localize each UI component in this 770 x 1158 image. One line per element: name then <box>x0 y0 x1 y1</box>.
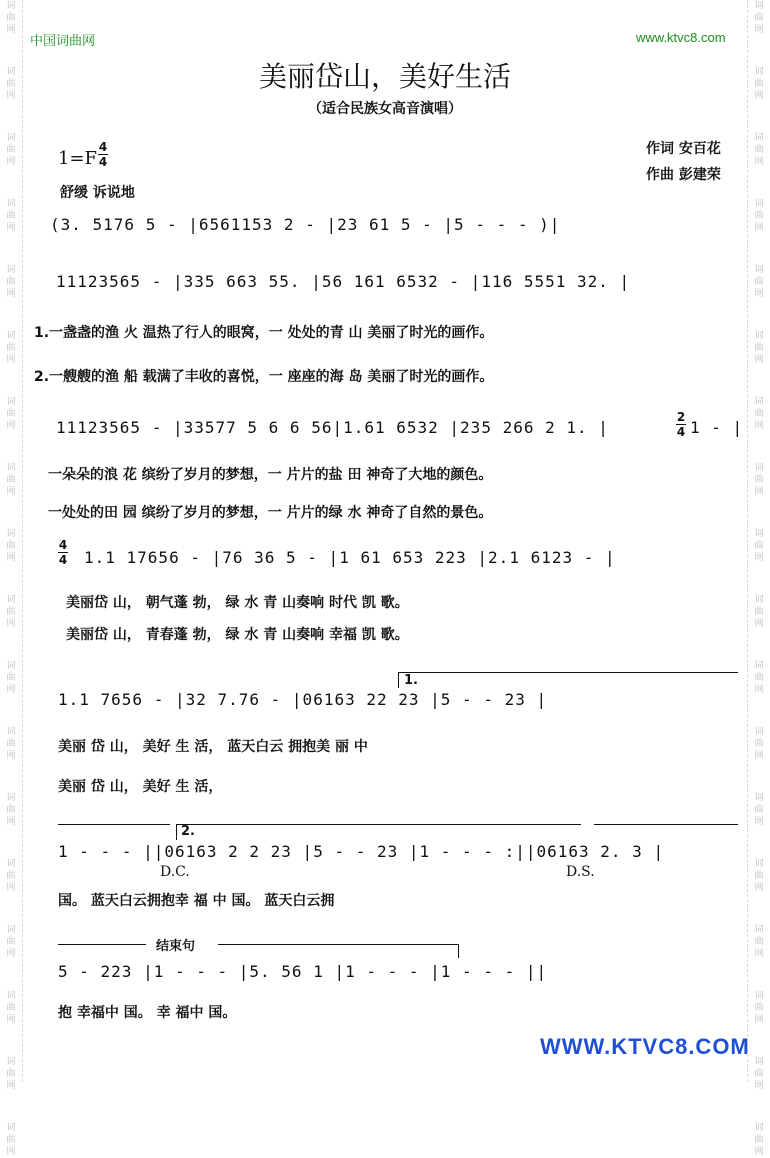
side-text-group <box>0 396 22 432</box>
side-text-char: 网 <box>6 25 16 35</box>
side-text-group <box>0 198 22 234</box>
side-text-char: 曲 <box>6 1003 16 1013</box>
side-text-group <box>0 1056 22 1092</box>
key-signature: 1=F <box>58 148 98 169</box>
side-text-char: 曲 <box>754 277 764 287</box>
side-text-char: 曲 <box>754 13 764 23</box>
side-text-char: 曲 <box>6 805 16 815</box>
side-text-group <box>0 792 22 828</box>
side-text-char: 词 <box>754 133 764 143</box>
lyric-verse1-line3: 一朵朵的浪 花 缤纷了岁月的梦想，一 片片的盐 田 神奇了大地的颜色。 <box>48 467 493 483</box>
side-text-char: 词 <box>6 529 16 539</box>
side-text-char: 词 <box>754 67 764 77</box>
side-text-group <box>748 1056 770 1092</box>
side-text-char: 曲 <box>6 145 16 155</box>
composer: 作曲 彭建荣 <box>646 167 721 183</box>
side-text-char: 词 <box>754 529 764 539</box>
site-url[interactable]: www.ktvc8.com <box>636 30 726 45</box>
side-text-group <box>0 924 22 960</box>
watermark-logo: WWW.KTVC8.COM <box>540 1034 750 1059</box>
side-text-char: 词 <box>6 133 16 143</box>
side-text-group <box>0 330 22 366</box>
lyric-verse1-line4: 美丽岱 山， 朝气蓬 勃， 绿 水 青 山奏响 时代 凯 歌。 <box>66 595 409 611</box>
lyric-verse2-line2: 2.一艘艘的渔 船 载满了丰收的喜悦，一 座座的海 岛 美丽了时光的画作。 <box>34 369 494 385</box>
side-text-char: 词 <box>754 793 764 803</box>
time-signature-return <box>58 538 68 567</box>
volta-2-start <box>176 824 177 840</box>
side-text-char: 曲 <box>754 475 764 485</box>
side-text-char: 词 <box>754 925 764 935</box>
dal-segno-mark: D.S. <box>566 864 595 880</box>
side-text-group <box>748 594 770 630</box>
side-text-char: 网 <box>6 487 16 497</box>
side-text-group <box>0 528 22 564</box>
side-text-char: 曲 <box>754 937 764 947</box>
coda-end <box>458 944 459 958</box>
side-text-group <box>748 924 770 960</box>
side-text-char: 词 <box>6 991 16 1001</box>
side-text-char: 网 <box>754 1147 764 1157</box>
side-text-char: 曲 <box>6 475 16 485</box>
side-text-group <box>748 132 770 168</box>
side-text-char: 网 <box>754 91 764 101</box>
side-text-char: 曲 <box>6 211 16 221</box>
side-text-char: 曲 <box>754 1069 764 1079</box>
side-text-char: 网 <box>754 619 764 629</box>
side-text-char: 网 <box>6 91 16 101</box>
side-text-char: 网 <box>754 553 764 563</box>
volta-1-start <box>398 672 399 688</box>
side-text-char: 网 <box>754 487 764 497</box>
lyric-verse2-line5: 美丽 岱 山， 美好 生 活， <box>58 779 223 795</box>
score-line-6: 1 - - - ||06163 2 2 23 |5 - - 23 |1 - - - :||06163 2. 3 | <box>58 842 665 861</box>
coda-label: 结束句 <box>156 939 196 954</box>
side-text-char: 网 <box>6 157 16 167</box>
side-text-char: 词 <box>754 661 764 671</box>
side-text-char: 网 <box>754 883 764 893</box>
side-text-char: 曲 <box>754 739 764 749</box>
side-text-char: 曲 <box>6 937 16 947</box>
score-line-2: 11123565 - |335 663 55. |56 161 6532 - |116 5551 32. | <box>56 272 631 291</box>
volta-2-bracket <box>176 824 581 825</box>
side-text-char: 词 <box>6 1057 16 1067</box>
side-text-char: 曲 <box>6 343 16 353</box>
time-signature-change <box>676 410 686 439</box>
time-signature <box>98 140 108 169</box>
side-text-char: 曲 <box>754 343 764 353</box>
da-capo-mark: D.C. <box>160 864 190 880</box>
side-text-char: 词 <box>6 463 16 473</box>
side-text-char: 网 <box>6 1015 16 1025</box>
side-text-group <box>0 264 22 300</box>
side-text-group <box>748 1122 770 1158</box>
score-line-1: (3. 5176 5 - |6561153 2 - |23 61 5 - |5 - - - )| <box>50 215 561 234</box>
side-text-char: 曲 <box>754 607 764 617</box>
side-text-char: 曲 <box>6 607 16 617</box>
side-text-char: 曲 <box>6 673 16 683</box>
side-text-group <box>748 660 770 696</box>
side-text-char: 词 <box>6 67 16 77</box>
side-text-char: 网 <box>6 685 16 695</box>
side-text-char: 词 <box>6 1123 16 1133</box>
side-text-char: 词 <box>754 727 764 737</box>
side-text-char: 网 <box>6 355 16 365</box>
score-line-4: 1.1 17656 - |76 36 5 - |1 61 653 223 |2.1 6123 - | <box>84 548 616 567</box>
side-text-group <box>748 462 770 498</box>
side-text-char: 曲 <box>754 1135 764 1145</box>
side-text-char: 网 <box>754 817 764 827</box>
side-text-char: 曲 <box>6 1135 16 1145</box>
side-text-group <box>0 990 22 1026</box>
left-margin-decoration <box>0 0 23 1157</box>
side-text-char: 网 <box>754 223 764 233</box>
meter2-bottom: 4 <box>676 425 686 439</box>
score-line-5: 1.1 7656 - |32 7.76 - |06163 22 23 |5 - - 23 | <box>58 690 548 709</box>
side-text-char: 曲 <box>754 871 764 881</box>
side-text-char: 网 <box>754 421 764 431</box>
right-margin-decoration <box>747 0 770 1157</box>
side-text-char: 词 <box>6 199 16 209</box>
lyricist: 作词 安百花 <box>646 141 721 157</box>
side-text-char: 词 <box>6 595 16 605</box>
side-text-char: 曲 <box>6 79 16 89</box>
side-text-char: 曲 <box>754 673 764 683</box>
side-text-char: 词 <box>6 661 16 671</box>
side-text-group <box>0 594 22 630</box>
side-text-char: 曲 <box>6 871 16 881</box>
side-text-char: 网 <box>754 157 764 167</box>
side-text-char: 词 <box>754 331 764 341</box>
side-text-char: 词 <box>6 265 16 275</box>
meter3-top: 4 <box>58 538 68 552</box>
song-title: 美丽岱山，美好生活 <box>258 60 511 93</box>
side-text-char: 网 <box>754 25 764 35</box>
lyric-line6: 国。 蓝天白云拥抱幸 福 中 国。 蓝天白云拥 <box>58 893 335 909</box>
side-text-char: 词 <box>6 331 16 341</box>
coda-line-right <box>218 944 458 945</box>
lyric-verse2-line3: 一处处的田 园 缤纷了岁月的梦想，一 片片的绿 水 神奇了自然的景色。 <box>48 505 493 521</box>
meter-top: 4 <box>98 140 108 154</box>
coda-line-left <box>58 944 146 945</box>
lyric-line7: 抱 幸福中 国。 幸 福中 国。 <box>58 1005 237 1021</box>
side-text-char: 网 <box>6 817 16 827</box>
side-text-char: 词 <box>6 397 16 407</box>
meter3-bottom: 4 <box>58 553 68 567</box>
side-text-char: 网 <box>6 1081 16 1091</box>
lyric-verse2-line4: 美丽岱 山， 青春蓬 勃， 绿 水 青 山奏响 幸福 凯 歌。 <box>66 627 409 643</box>
score-line-3: 11123565 - |33577 5 6 6 56|1.61 6532 |235 266 2 1. | <box>56 418 609 437</box>
side-text-group <box>748 990 770 1026</box>
side-text-group <box>0 1122 22 1158</box>
side-text-char: 曲 <box>754 211 764 221</box>
side-text-char: 网 <box>754 949 764 959</box>
side-text-char: 网 <box>6 553 16 563</box>
volta-1-label: 1. <box>404 673 418 688</box>
side-text-char: 词 <box>754 463 764 473</box>
side-text-group <box>748 528 770 564</box>
side-text-group <box>0 660 22 696</box>
side-text-char: 词 <box>6 1 16 11</box>
side-text-group <box>748 264 770 300</box>
side-text-char: 词 <box>754 991 764 1001</box>
side-text-char: 曲 <box>754 805 764 815</box>
side-text-char: 词 <box>754 1057 764 1067</box>
side-text-char: 曲 <box>754 409 764 419</box>
song-subtitle: （适合民族女高音演唱） <box>308 101 462 117</box>
score-line-7: 5 - 223 |1 - - - |5. 56 1 |1 - - - |1 - - - || <box>58 962 548 981</box>
side-text-char: 网 <box>6 883 16 893</box>
side-text-char: 曲 <box>6 13 16 23</box>
side-text-char: 网 <box>754 1081 764 1091</box>
side-text-char: 网 <box>6 421 16 431</box>
side-text-char: 网 <box>754 355 764 365</box>
score-line-3-end: 1 - | <box>690 418 744 437</box>
lyric-verse1-line5: 美丽 岱 山， 美好 生 活， 蓝天白云 拥抱美 丽 中 <box>58 739 368 755</box>
side-text-char: 词 <box>6 859 16 869</box>
volta-1-continuation <box>58 824 170 825</box>
segno-bracket <box>594 824 738 825</box>
side-text-group <box>748 396 770 432</box>
lyric-verse1-line2: 1.一盏盏的渔 火 温热了行人的眼窝，一 处处的青 山 美丽了时光的画作。 <box>34 325 494 341</box>
side-text-char: 词 <box>754 265 764 275</box>
side-text-char: 曲 <box>6 1069 16 1079</box>
side-text-char: 网 <box>6 619 16 629</box>
side-text-char: 曲 <box>754 541 764 551</box>
side-text-group <box>748 198 770 234</box>
meter-bottom: 4 <box>98 155 108 169</box>
side-text-group <box>748 726 770 762</box>
side-text-char: 网 <box>6 1147 16 1157</box>
meter2-top: 2 <box>676 410 686 424</box>
side-text-char: 词 <box>6 925 16 935</box>
side-text-char: 网 <box>754 751 764 761</box>
side-text-group <box>0 132 22 168</box>
side-text-char: 网 <box>6 289 16 299</box>
tempo-marking: 舒缓 诉说地 <box>60 185 135 201</box>
side-text-group <box>0 462 22 498</box>
site-name: 中国词曲网 <box>30 34 96 49</box>
volta-1-bracket <box>398 672 738 673</box>
side-text-char: 曲 <box>754 1003 764 1013</box>
side-text-char: 曲 <box>6 409 16 419</box>
side-text-char: 曲 <box>754 145 764 155</box>
side-text-group <box>748 0 770 36</box>
side-text-char: 词 <box>754 1 764 11</box>
side-text-char: 网 <box>754 289 764 299</box>
side-text-group <box>0 0 22 36</box>
side-text-group <box>748 858 770 894</box>
side-text-char: 词 <box>6 727 16 737</box>
side-text-char: 词 <box>754 595 764 605</box>
side-text-char: 曲 <box>6 739 16 749</box>
side-text-group <box>0 726 22 762</box>
side-text-char: 网 <box>754 685 764 695</box>
volta-2-label: 2. <box>181 824 195 839</box>
side-text-char: 网 <box>6 751 16 761</box>
side-text-group <box>748 792 770 828</box>
side-text-char: 词 <box>754 1123 764 1133</box>
side-text-char: 词 <box>754 859 764 869</box>
side-text-group <box>0 858 22 894</box>
side-text-char: 词 <box>754 397 764 407</box>
side-text-char: 词 <box>6 793 16 803</box>
side-text-char: 网 <box>6 223 16 233</box>
side-text-char: 词 <box>754 199 764 209</box>
side-text-char: 网 <box>6 949 16 959</box>
side-text-char: 曲 <box>6 277 16 287</box>
side-text-char: 曲 <box>6 541 16 551</box>
side-text-group <box>748 330 770 366</box>
side-text-char: 网 <box>754 1015 764 1025</box>
side-text-char: 曲 <box>754 79 764 89</box>
